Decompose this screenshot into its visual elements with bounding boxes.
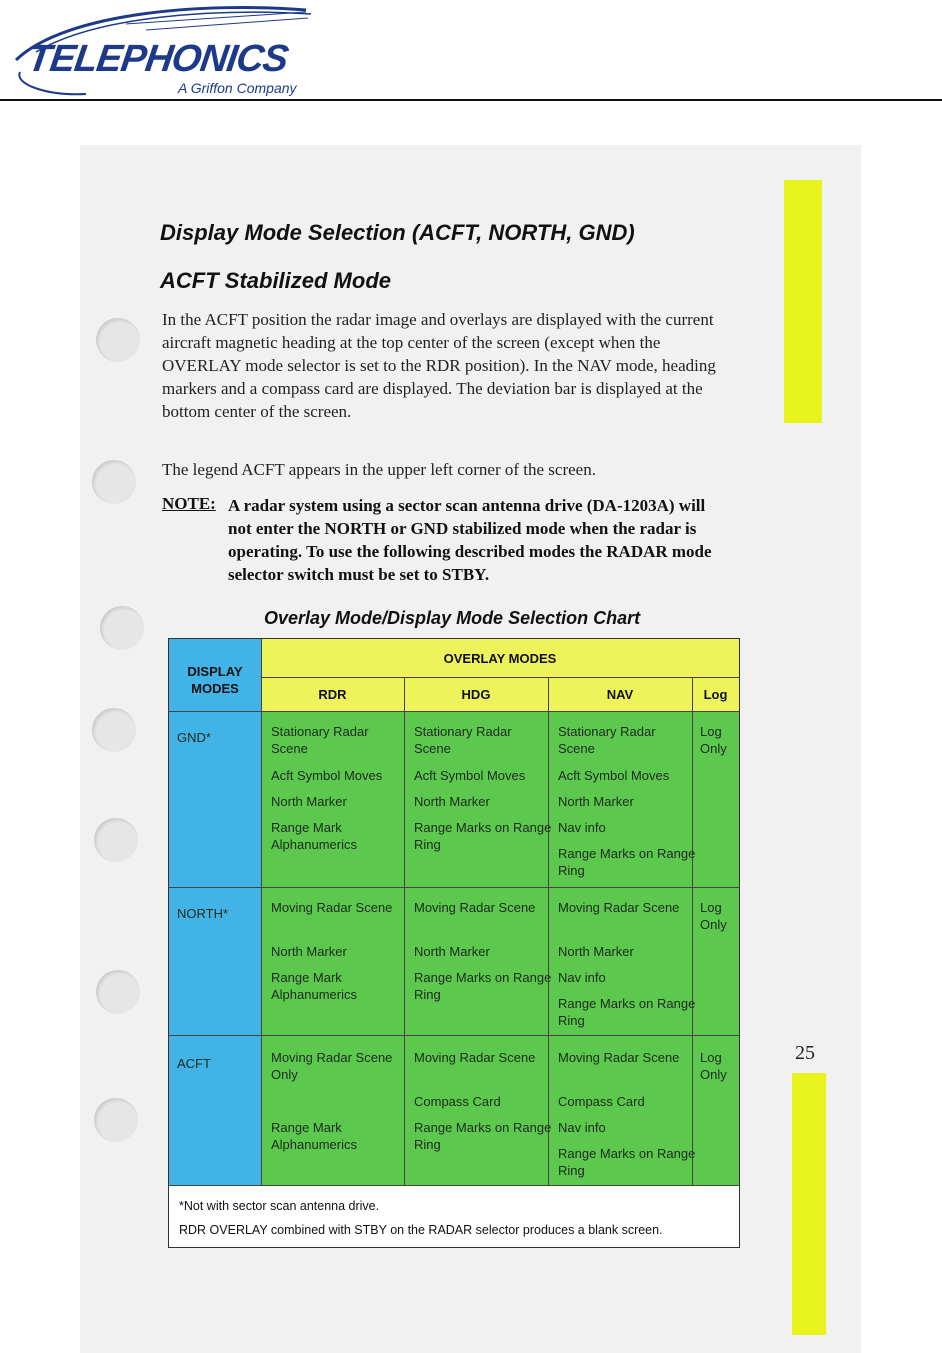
cell-entry: Stationary Radar Scene [271, 724, 369, 756]
binder-hole [92, 708, 136, 752]
cell-entry: Acft Symbol Moves [271, 768, 383, 783]
column-header-hdg: HDG [461, 687, 491, 702]
note-label: NOTE: [162, 494, 216, 513]
grid-line [169, 711, 739, 712]
cell-north-log [692, 899, 739, 1033]
grid-line [261, 677, 739, 678]
cell-entry: Range Marks on Range Ring [558, 846, 696, 878]
cell-entry: Nav info [558, 1120, 606, 1135]
cell-acft-log [692, 1049, 739, 1183]
cell-entry: Range Mark Alphanumerics [271, 1120, 357, 1152]
binder-hole [96, 318, 140, 362]
cell-entry: Range Marks on Range Ring [558, 996, 696, 1028]
column-header-log: Log [703, 687, 728, 702]
cell-entry: Range Marks on Range Ring [558, 1146, 696, 1178]
binder-hole [100, 606, 144, 650]
overlay-modes-header: OVERLAY MODES [443, 651, 557, 666]
grid-line [169, 1185, 739, 1186]
cell-entry: Range Marks on Range Ring [414, 970, 552, 1002]
cell-entry: North Marker [271, 944, 347, 959]
cell-north-hdg [404, 899, 552, 1033]
cell-entry: Range Marks on Range Ring [414, 1120, 552, 1152]
column-header-rdr: RDR [318, 687, 347, 702]
chart-title: Overlay Mode/Display Mode Selection Chart [264, 608, 641, 628]
cell-acft-rdr [261, 1049, 404, 1183]
cell-entry: Log Only [700, 900, 727, 932]
cell-entry: Acft Symbol Moves [414, 768, 526, 783]
column-header-nav: NAV [606, 687, 634, 702]
cell-gnd-log [692, 723, 739, 883]
cell-entry: Compass Card [558, 1094, 645, 1109]
cell-acft-nav [548, 1049, 696, 1183]
cell-entry: Nav info [558, 820, 606, 835]
logo-tagline: A Griffon Company [178, 80, 297, 96]
cell-entry: Log Only [700, 1050, 727, 1082]
cell-entry: Nav info [558, 970, 606, 985]
cell-entry: Acft Symbol Moves [558, 768, 670, 783]
page-tab-bottom [792, 1073, 826, 1335]
chart-footnote: RDR OVERLAY combined with STBY on the RADAR selector produces a blank screen. [179, 1223, 663, 1237]
telephonics-logo [6, 2, 366, 98]
cell-gnd-rdr [261, 723, 404, 883]
header-rule [0, 99, 942, 101]
cell-acft-hdg [404, 1049, 552, 1183]
cell-entry: Moving Radar Scene Only [271, 1050, 393, 1082]
note-text: A radar system using a sector scan antenna drive (DA-1203A) will not enter the NORTH or GND stabilized mode when the radar is operating. To use the following described modes the RADAR mode selector switch must be set to STBY. [228, 496, 712, 584]
chart-footnote: *Not with sector scan antenna drive. [179, 1199, 380, 1213]
cell-entry: Stationary Radar Scene [414, 724, 512, 756]
cell-entry: Moving Radar Scene [414, 900, 536, 915]
cell-entry: North Marker [414, 794, 490, 809]
cell-entry: Compass Card [414, 1094, 501, 1109]
body-paragraph: In the ACFT position the radar image and overlays are displayed with the current aircraft magnetic heading at the top center of the screen (except when the OVERLAY mode selector is set to the RDR position). In the NAV mode, heading markers and a compass card are displayed. The deviation bar is displayed at the bottom center of the screen. [162, 310, 716, 421]
cell-north-rdr [261, 899, 404, 1033]
grid-line [169, 887, 739, 888]
cell-entry: North Marker [558, 944, 634, 959]
logo-brand-text: TELEPHONICS [25, 38, 291, 80]
page-number: 25 [795, 1042, 815, 1064]
grid-line [169, 1035, 739, 1036]
display-modes-header: DISPLAY MODES [187, 664, 243, 696]
cell-entry: North Marker [271, 794, 347, 809]
selection-chart-table [168, 638, 740, 1248]
binder-hole [96, 970, 140, 1014]
cell-entry: Range Marks on Range Ring [414, 820, 552, 852]
page-tab-top [784, 180, 822, 423]
binder-hole [94, 818, 138, 862]
cell-entry: Moving Radar Scene [414, 1050, 536, 1065]
cell-gnd-nav [548, 723, 696, 883]
cell-entry: Stationary Radar Scene [558, 724, 656, 756]
cell-entry: Range Mark Alphanumerics [271, 970, 357, 1002]
cell-entry: Moving Radar Scene [558, 1050, 680, 1065]
subsection-heading: ACFT Stabilized Mode [160, 268, 391, 293]
cell-entry: Moving Radar Scene [558, 900, 680, 915]
cell-gnd-hdg [404, 723, 552, 883]
body-paragraph: The legend ACFT appears in the upper left corner of the screen. [162, 460, 596, 479]
cell-entry: Log Only [700, 724, 727, 756]
cell-entry: North Marker [558, 794, 634, 809]
cell-north-nav [548, 899, 696, 1033]
binder-hole [94, 1098, 138, 1142]
section-heading: Display Mode Selection (ACFT, NORTH, GND) [160, 220, 635, 245]
mode-label-north: NORTH* [177, 906, 229, 921]
mode-label-gnd: GND* [177, 730, 211, 745]
cell-entry: Range Mark Alphanumerics [271, 820, 357, 852]
mode-label-acft: ACFT [177, 1056, 211, 1071]
binder-hole [92, 460, 136, 504]
cell-entry: North Marker [414, 944, 490, 959]
cell-entry: Moving Radar Scene [271, 900, 393, 915]
